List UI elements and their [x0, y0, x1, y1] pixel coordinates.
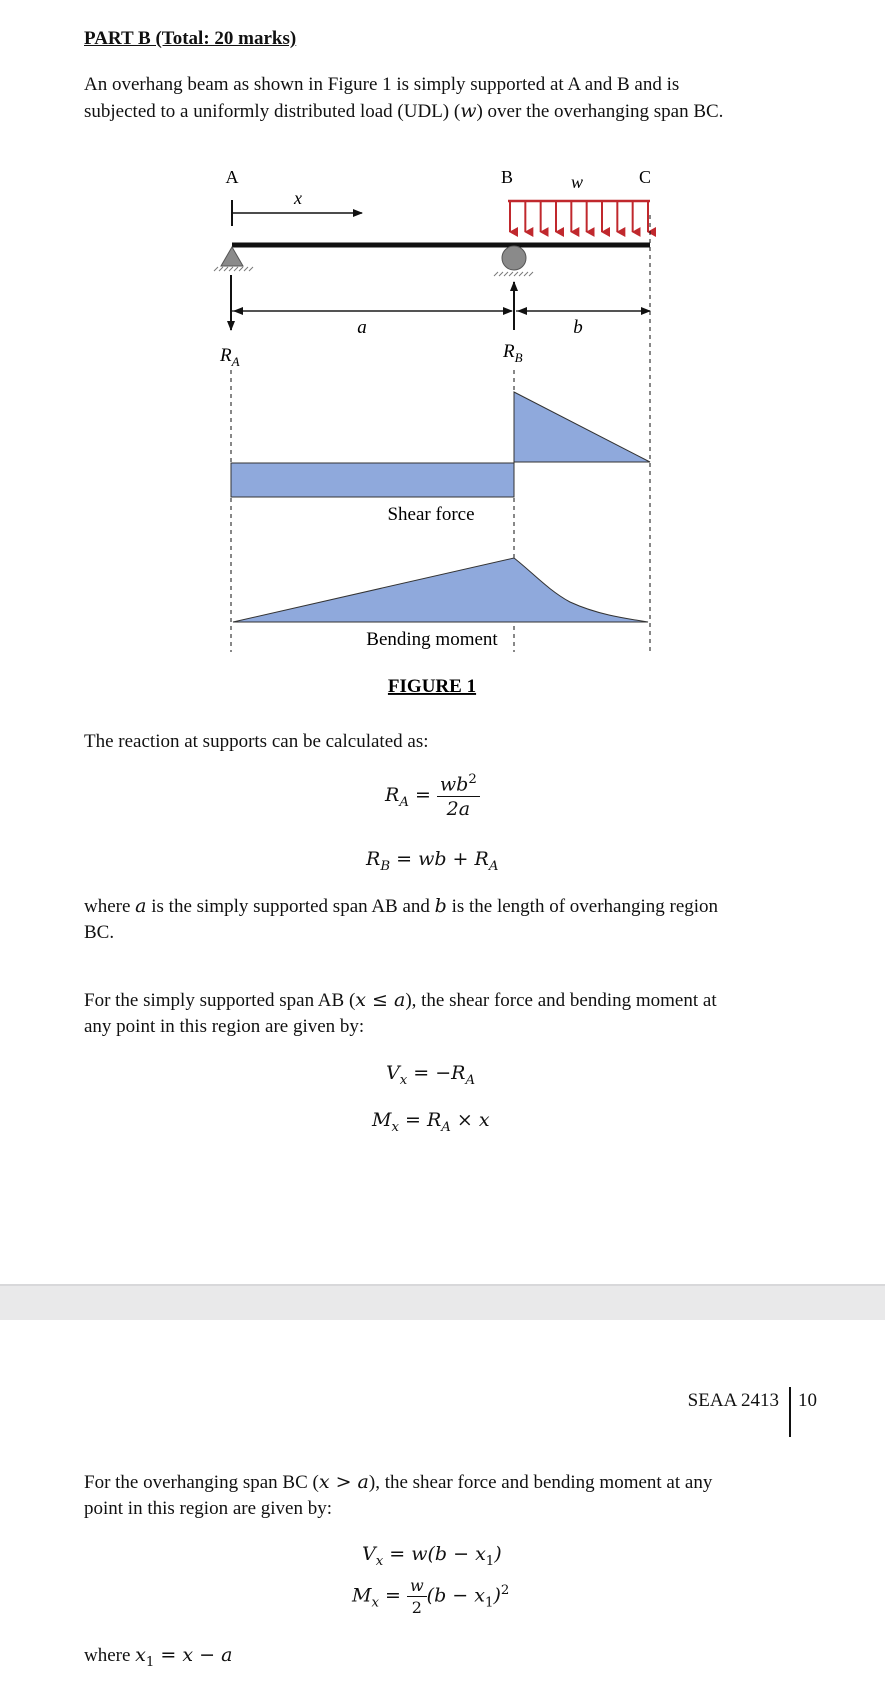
figure-caption: FIGURE 1 — [387, 676, 477, 697]
course-code: SEAA 2413 — [687, 1390, 779, 1411]
bc-region-paragraph: For the overhanging span BC (x > a), the shear force and bending moment at any point in this region are given by: — [84, 1471, 713, 1519]
where-x1-line: where $x_1 = x - a$ — [84, 1644, 233, 1670]
equation-Mx-BC: $M_x$ = $\frac{w}{2}$ $(b - x_1)^2$ — [352, 1576, 510, 1617]
reaction-intro: The reaction at supports can be calculated as: — [84, 731, 429, 752]
label-a: a — [357, 317, 367, 338]
bending-moment-region — [233, 558, 648, 622]
intro-line-2: subjected to a uniformly distributed load (UDL) (w) over the overhanging span BC. — [84, 100, 724, 122]
bending-moment-label: Bending moment — [366, 629, 498, 650]
ground-hatch-B — [494, 272, 533, 276]
intro-paragraph — [84, 72, 780, 125]
where-a-b-paragraph: where a is the simply supported span AB and b is the length of overhanging region BC. — [84, 895, 719, 943]
beam-figure — [0, 150, 885, 710]
udl-load — [508, 201, 650, 232]
label-b: b — [573, 317, 583, 338]
shear-force-label: Shear force — [387, 504, 475, 525]
ab-region-paragraph: For the simply supported span AB (x ≤ a), the shear force and bending moment at any point in this region are given by: — [84, 989, 717, 1037]
page-number: 10 — [798, 1390, 817, 1411]
label-RB: $R_B$ — [503, 341, 523, 365]
shear-negative-region — [231, 463, 514, 497]
equation-RA: $R_A$ = $\frac{wb^2}{2a}$ — [385, 772, 480, 820]
pin-support-A — [221, 247, 243, 266]
shear-positive-region — [514, 392, 650, 462]
equation-Vx-AB: $V_x = -R_A$ — [386, 1062, 476, 1088]
ground-hatch-A — [214, 267, 253, 271]
intro-line-1: An overhang beam as shown in Figure 1 is simply supported at A and B and is — [84, 74, 680, 95]
label-C: C — [638, 167, 652, 187]
equation-Mx-AB: $M_x = R_A \times x$ — [372, 1109, 490, 1135]
label-A: A — [225, 167, 239, 187]
equation-RB: $R_B$ = wb + $R_A$ — [366, 848, 499, 874]
footer-divider — [789, 1387, 791, 1437]
label-RA: $R_A$ — [220, 345, 240, 369]
label-B: B — [500, 167, 514, 187]
page-heading: PART B (Total: 20 marks) — [84, 28, 297, 49]
label-x: x — [294, 188, 302, 208]
equation-Vx-BC: $V_x = w(b - x_1)$ — [362, 1543, 502, 1569]
label-w: w — [570, 172, 584, 192]
page-break — [0, 1284, 885, 1320]
roller-support-B — [502, 246, 526, 270]
